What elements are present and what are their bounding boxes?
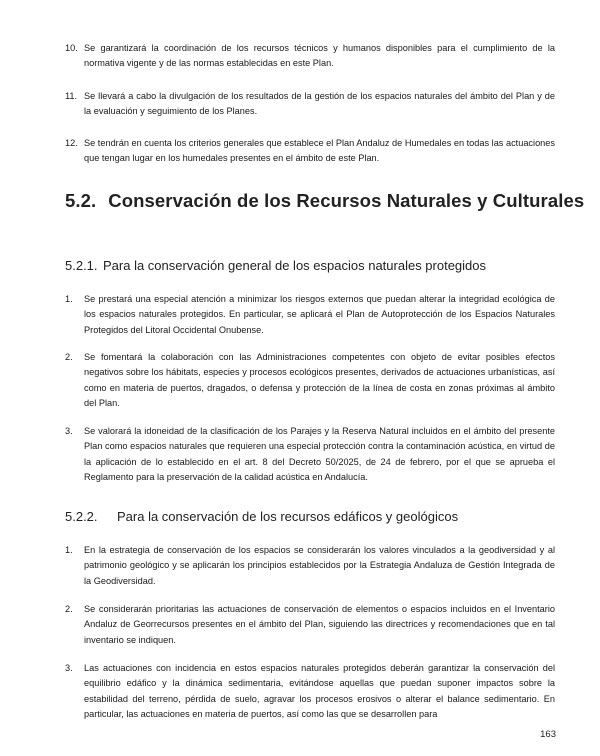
item-text: Se prestará una especial atención a minimizar los riesgos externos que puedan alterar la integridad ecológica de los espacios naturales protegidos. En particular, se aplicará el Plan de Autoprotección de los Espacios Naturales Protegidos del Litoral Occidental Onubense.: [84, 294, 555, 335]
section-title: Conservación de los Recursos Naturales y Culturales: [108, 190, 585, 211]
item-number: 10.: [65, 43, 78, 53]
list-item: [65, 543, 555, 589]
subsection-heading: [65, 509, 458, 524]
item-number: 2.: [65, 604, 73, 614]
item-text: Se fomentará la colaboración con las Administraciones competentes con objeto de evitar posibles efectos negativos sobre los hábitats, especies y procesos ecológicos presentes, derivados de actuaciones urbanísticas, así como en materia de puertos, dragados, o defensa y protección de la línea de costa en zonas próximas al ámbito del Plan.: [84, 352, 555, 408]
subsection-title: Para la conservación general de los espacios naturales protegidos: [103, 258, 487, 273]
item-text: Se llevará a cabo la divulgación de los resultados de la gestión de los espacios naturales del ámbito del Plan y de la evaluación y seguimiento de los Planes.: [84, 91, 555, 117]
subsection-number: 5.2.2.: [65, 509, 98, 524]
item-text: Se valorará la idoneidad de la clasificación de los Parajes y la Reserva Natural incluidos en el ámbito del presente Plan como espacios naturales que requieren una especial protección contra la contaminación acústica, en virtud de la aplicación de lo establecido en el art. 8 del Decreto 50/2025, de 24 de febrero, por el que se aprueba el Reglamento para la preservación de la calidad acústica en Andalucía.: [84, 426, 555, 482]
item-number: 1.: [65, 545, 73, 555]
item-text: Se tendrán en cuenta los criterios generales que establece el Plan Andaluz de Humedales en todas las actuaciones que tengan lugar en los humedales presentes en el ámbito de este Plan.: [84, 138, 555, 164]
item-text: En la estrategia de conservación de los espacios se considerarán los valores vinculados a la geodiversidad y al patrimonio geológico y se aplicarán los principios establecidos por la Estrategia Andaluza de Gestión Integrada de la Geodiversidad.: [84, 545, 555, 586]
subsection-title: Para la conservación de los recursos edáficos y geológicos: [117, 509, 459, 524]
list-item: [65, 661, 555, 722]
list-item: [65, 292, 555, 338]
item-number: 2.: [65, 352, 73, 362]
list-item: [65, 602, 555, 648]
subsection-heading: [65, 258, 486, 273]
item-text: Se considerarán prioritarias las actuaciones de conservación de elementos o espacios incluidos en el Inventario Andaluz de Georrecursos presentes en el ámbito del Plan, siguiendo las directrices y recomendaciones que en tal inventario se indiquen.: [84, 604, 555, 645]
list-item: [65, 424, 555, 485]
page-number: 163: [540, 729, 556, 740]
item-number: 1.: [65, 294, 73, 304]
list-item: [65, 350, 555, 411]
item-number: 11.: [65, 91, 78, 101]
section-number: 5.2.: [65, 190, 97, 211]
list-item: [65, 41, 555, 72]
item-number: 3.: [65, 663, 73, 673]
item-number: 3.: [65, 426, 73, 436]
item-text: Se garantizará la coordinación de los recursos técnicos y humanos disponibles para el cumplimiento de la normativa vigente y de las normas establecidas en este Plan.: [84, 43, 555, 69]
subsection-number: 5.2.1.: [65, 258, 98, 273]
list-item: [65, 136, 555, 167]
section-heading: [65, 190, 584, 212]
item-number: 12.: [65, 138, 78, 148]
list-item: [65, 89, 555, 120]
item-text: Las actuaciones con incidencia en estos espacios naturales protegidos deberán garantizar la conservación del equilibrio edáfico y la dinámica sedimentaria, evitándose aquellas que puedan suponer impactos sobre la estabilidad del terreno, pérdida de suelo, agravar los procesos erosivos o alterar el balance sedimentario. En particular, las actuaciones en materia de puertos, así como las que se desarrollen para: [84, 663, 555, 719]
